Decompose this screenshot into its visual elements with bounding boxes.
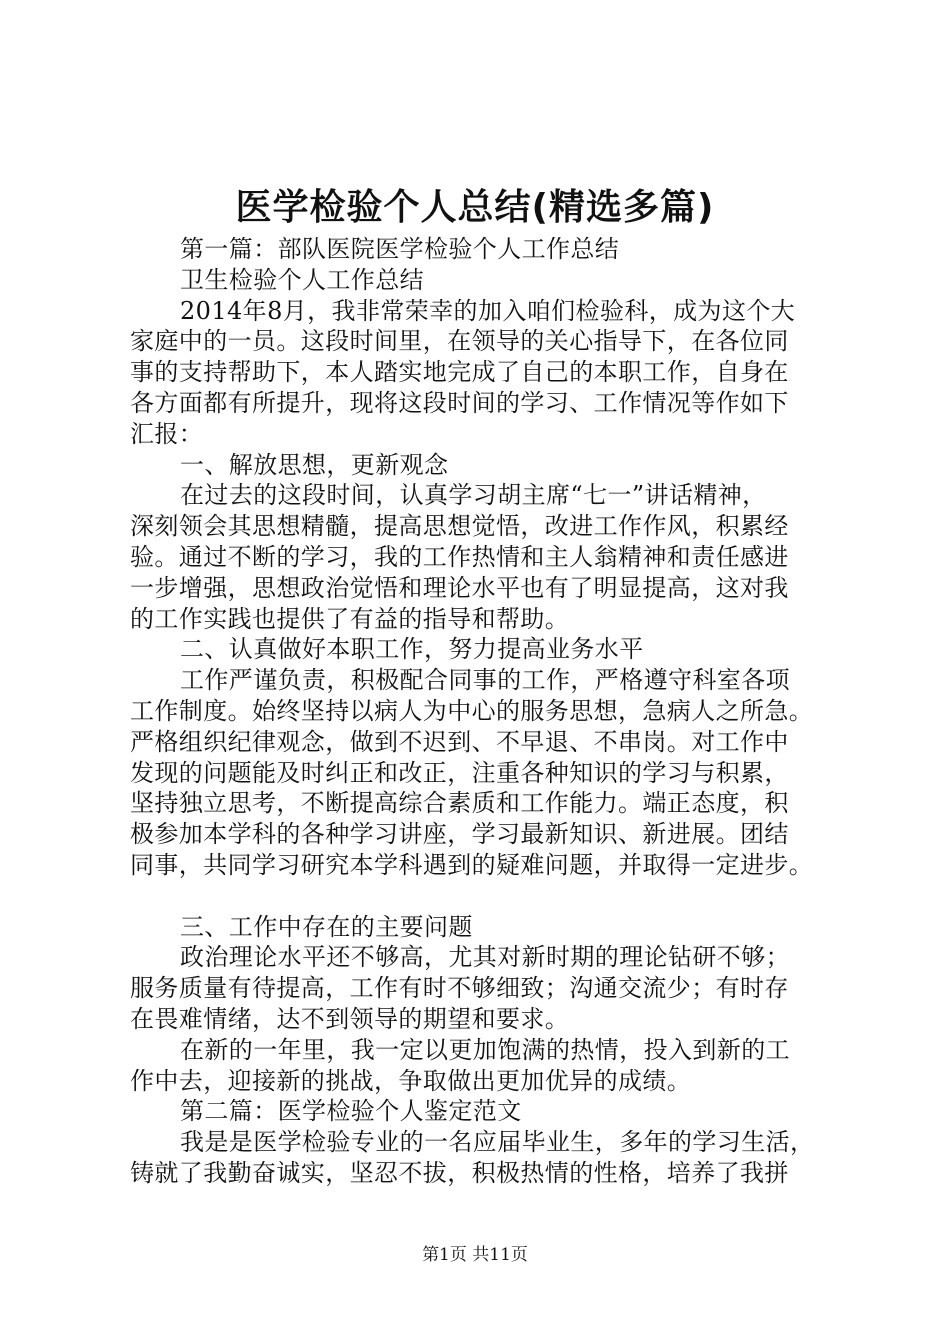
paragraph-line: 的工作实践也提供了有益的指导和帮助。 (130, 604, 570, 633)
paragraph-line: 我是是医学检验专业的一名应届毕业生，多年的学习生活， (180, 1128, 815, 1157)
document-body (130, 234, 852, 1189)
paragraph-line: 坚持独立思考，不断提高综合素质和工作能力。端正态度，积 (130, 789, 789, 818)
paragraph-line: 在畏难情绪，达不到领导的期望和要求。 (130, 1004, 570, 1033)
blank-line (130, 881, 852, 912)
paragraph-line: 发现的问题能及时纠正和改正，注重各种知识的学习与积累， (130, 758, 789, 787)
paragraph-line: 事的支持帮助下，本人踏实地完成了自己的本职工作，自身在 (130, 358, 789, 387)
paragraph-line: 验。通过不断的学习，我的工作热情和主人翁精神和责任感进 (130, 542, 789, 571)
section-heading: 二、认真做好本职工作，努力提高业务水平 (180, 635, 644, 664)
paragraph-line: 同事，共同学习研究本学科遇到的疑难问题，并取得一定进步。 (130, 850, 814, 879)
paragraph-line: 政治理论水平还不够高，尤其对新时期的理论钻研不够； (180, 943, 790, 972)
paragraph-line: 极参加本学科的各种学习讲座，学习最新知识、新进展。团结 (130, 820, 789, 849)
paragraph-line: 2014年8月，我非常荣幸的加入咱们检验科，成为这个大 (180, 296, 796, 325)
paragraph-line: 一步增强，思想政治觉悟和理论水平也有了明显提高，这对我 (130, 573, 789, 602)
page-number: 第1页 共11页 (422, 1245, 528, 1265)
paragraph-line: 严格组织纪律观念，做到不迟到、不早退、不串岗。对工作中 (130, 727, 789, 756)
paragraph-line: 汇报： (130, 419, 204, 448)
paragraph-line: 作中去，迎接新的挑战，争取做出更加优异的成绩。 (130, 1066, 692, 1095)
paragraph-line: 在新的一年里，我一定以更加饱满的热情，投入到新的工 (180, 1035, 790, 1064)
paragraph-line: 工作严谨负责，积极配合同事的工作，严格遵守科室各项 (180, 666, 790, 695)
paragraph-line: 家庭中的一员。这段时间里，在领导的关心指导下，在各位同 (130, 327, 789, 356)
subtitle: 卫生检验个人工作总结 (180, 265, 424, 294)
paragraph-line: 服务质量有待提高，工作有时不够细致；沟通交流少；有时存 (130, 974, 789, 1003)
section-heading: 三、工作中存在的主要问题 (180, 912, 473, 941)
paragraph-line: 铸就了我勤奋诚实，坚忍不拔，积极热情的性格，培养了我拼 (130, 1158, 789, 1187)
paragraph-line: 各方面都有所提升，现将这段时间的学习、工作情况等作如下 (130, 388, 789, 417)
section-heading-part-1: 第一篇：部队医院医学检验个人工作总结 (180, 235, 620, 263)
section-heading-part-2: 第二篇：医学检验个人鉴定范文 (180, 1097, 522, 1126)
section-heading: 一、解放思想，更新观念 (180, 450, 449, 479)
paragraph-line: 工作制度。始终坚持以病人为中心的服务思想，急病人之所急。 (130, 696, 814, 725)
document-title: 医学检验个人总结(精选多篇) (235, 187, 715, 228)
paragraph-line: 深刻领会其思想精髓，提高思想觉悟，改进工作作风，积累经 (130, 512, 789, 541)
paragraph-line: 在过去的这段时间，认真学习胡主席“七一”讲话精神， (180, 481, 767, 510)
